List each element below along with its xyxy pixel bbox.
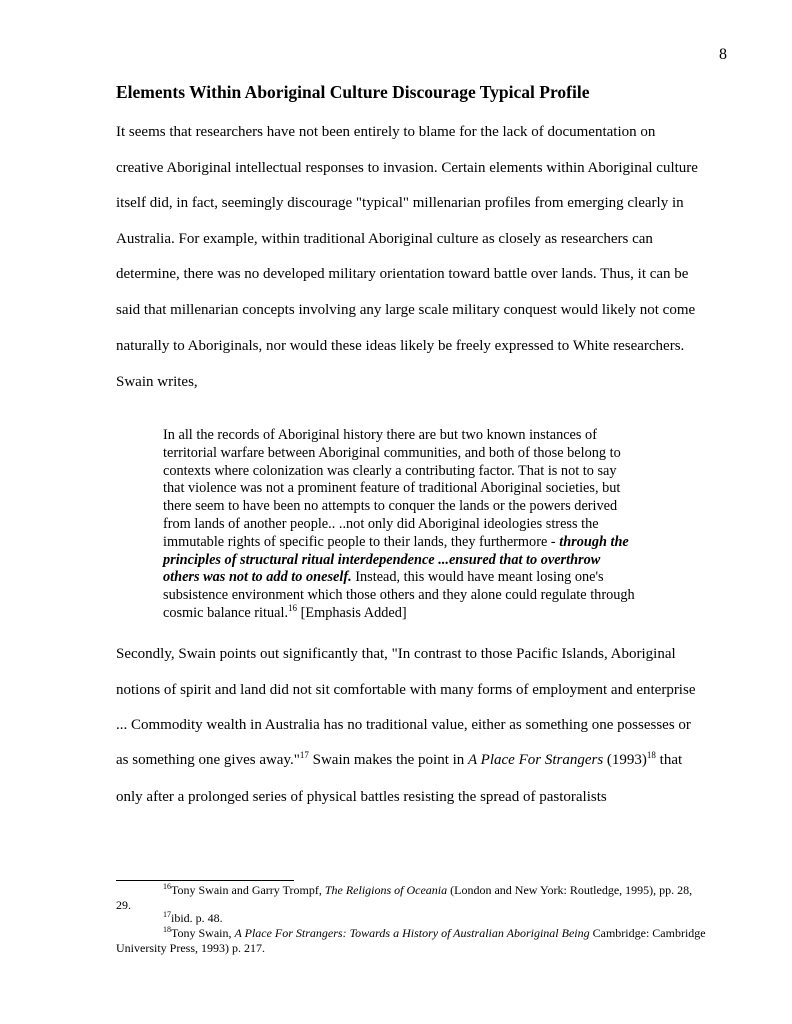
footnote-number: 18 [163, 925, 171, 934]
footnote-text: Cambridge: Cambridge [589, 926, 706, 940]
footnote-number: 16 [163, 882, 171, 891]
book-title: A Place For Strangers [468, 752, 604, 768]
text-line: Australia. For example, within traditional Aboriginal culture as closely as researchers can [116, 231, 653, 247]
footnote-16 [163, 883, 692, 898]
emphasized-text: through the [559, 533, 629, 550]
quote-line: subsistence environment which those others and they alone could regulate through [163, 587, 635, 604]
quote-line: territorial warfare between Aboriginal communities, and both of those belong to [163, 444, 621, 461]
text-line: creative Aboriginal intellectual responses to invasion. Certain elements within Aboriginal culture [116, 160, 698, 176]
footnote-ref-16[interactable]: 16 [288, 603, 298, 614]
book-title: The Religions of Oceania [324, 883, 448, 897]
text-line: determine, there was no developed military orientation toward battle over lands. Thus, it can be [116, 266, 689, 282]
footnote-number: 17 [163, 910, 171, 919]
footnote-separator [116, 880, 294, 881]
quote-line: that violence was not a prominent feature of traditional Aboriginal societies, but [163, 480, 621, 497]
page-number: 8 [719, 46, 727, 63]
text-line: only after a prolonged series of physical battles resisting the spread of pastoralists [116, 789, 607, 805]
quote-line [163, 534, 703, 552]
footnote-ref-17[interactable]: 17 [299, 750, 309, 760]
text-run: as something one gives away." [116, 752, 300, 768]
text-line: ... Commodity wealth in Australia has no traditional value, either as something one possesses or [116, 717, 691, 733]
text-line: itself did, in fact, seemingly discourage "typical" millenarian profiles from emerging clearly in [116, 195, 684, 211]
quote-line [163, 569, 703, 587]
footnote-18-continued: University Press, 1993) p. 217. [116, 941, 265, 955]
quote-text: cosmic balance ritual. [163, 604, 289, 621]
text-line: notions of spirit and land did not sit comfortable with many forms of employment and enterprise [116, 682, 696, 698]
text-line: naturally to Aboriginals, nor would these ideas likely be freely expressed to White researchers. [116, 338, 685, 354]
emphasized-text: others was not to add to oneself. [163, 569, 352, 586]
quote-text: [Emphasis Added] [297, 604, 407, 621]
quote-text: Instead, this would have meant losing one's [351, 569, 604, 586]
footnote-17 [163, 911, 223, 926]
section-heading: Elements Within Aboriginal Culture Discourage Typical Profile [116, 82, 590, 102]
footnote-text: (London and New York: Routledge, 1995), pp. 28, [447, 883, 693, 897]
footnote-text: ibid. p. 48. [171, 911, 223, 925]
quote-line: there seem to have been no attempts to conquer the lands or the powers derived [163, 498, 618, 515]
text-line: It seems that researchers have not been entirely to blame for the lack of documentation on [116, 124, 656, 140]
quote-line [163, 552, 703, 570]
quote-text: immutable rights of specific people to their lands, they furthermore - [163, 533, 560, 550]
text-run: that [655, 752, 683, 768]
quote-line: contexts where colonization was clearly a contributing factor. That is not to say [163, 462, 617, 479]
text-line: Swain writes, [116, 374, 198, 390]
quote-line: In all the records of Aboriginal history there are but two known instances of [163, 427, 597, 443]
quote-line [163, 605, 703, 623]
footnote-text: Tony Swain and Garry Trompf, [171, 883, 325, 897]
book-title: A Place For Strangers: Towards a History of Australian Aboriginal Being [234, 926, 590, 940]
text-line: Secondly, Swain points out significantly that, "In contrast to those Pacific Islands, Aboriginal [116, 646, 676, 662]
footnote-ref-18[interactable]: 18 [646, 750, 656, 760]
emphasized-text: principles of structural ritual interdependence ...ensured that to overthrow [163, 551, 601, 568]
text-line [116, 752, 682, 769]
text-run: Swain makes the point in [308, 752, 469, 768]
block-quote [163, 427, 703, 623]
footnote-16-continued: 29. [116, 898, 131, 912]
quote-line: from lands of another people.. ..not only did Aboriginal ideologies stress the [163, 515, 599, 532]
text-run: (1993) [603, 752, 647, 768]
footnote-18 [163, 926, 706, 941]
footnote-text: Tony Swain, [171, 926, 235, 940]
text-line: said that millenarian concepts involving any large scale military conquest would likely not come [116, 302, 696, 318]
